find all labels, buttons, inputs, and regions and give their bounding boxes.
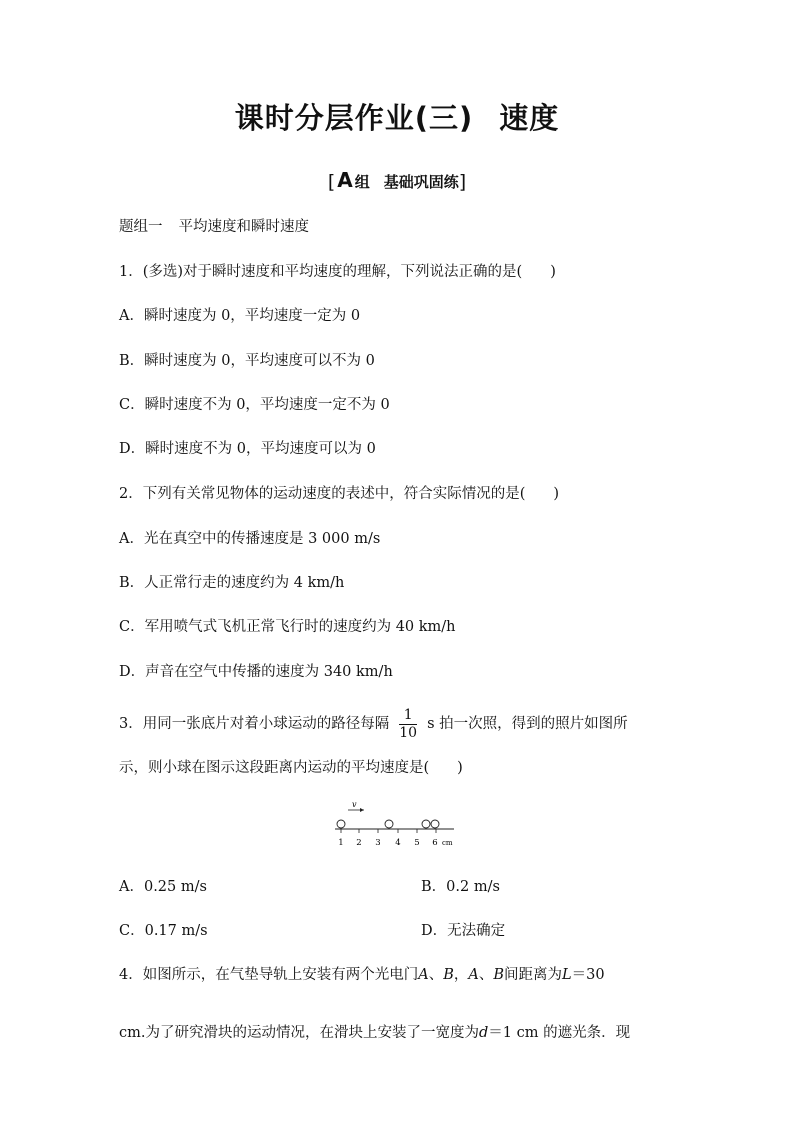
bracket-open: [	[327, 171, 336, 193]
topic-label: 题组一	[119, 219, 163, 235]
velocity-label: v	[352, 800, 357, 809]
q2-stem: 2．下列有关常见物体的运动速度的表述中，符合实际情况的是( )	[119, 486, 560, 502]
tick-label: 2	[356, 838, 362, 848]
fraction: $\frac{1}{10}$	[399, 706, 418, 741]
q3-option-d: D．无法确定	[421, 923, 506, 939]
ball-position	[422, 820, 430, 828]
q3-option-a: A．0.25 m/s	[119, 879, 207, 895]
tick-label: 4	[395, 838, 401, 848]
q2-option-c: C．军用喷气式飞机正常飞行时的速度约为 40 km/h	[119, 619, 456, 635]
page-title	[0, 96, 794, 137]
q2-option-b: B．人正常行走的速度约为 4 km/h	[119, 575, 345, 591]
tick-label: 6	[432, 838, 438, 848]
section-heading	[0, 168, 794, 192]
q3-option-b: B．0.2 m/s	[421, 879, 500, 895]
q4-line1: 4．如图所示，在气垫导轨上安装有两个光电门A、B，A、B间距离为L＝30	[119, 967, 605, 983]
title-sub: 速度	[499, 101, 560, 135]
q4-line2: cm.为了研究滑块的运动情况，在滑块上安装了一宽度为d＝1 cm 的遮光条．现	[119, 1025, 631, 1041]
ball-position	[337, 820, 345, 828]
q2-option-d: D．声音在空气中传播的速度为 340 km/h	[119, 664, 393, 680]
q3-option-c: C．0.17 m/s	[119, 923, 208, 939]
group-label: 组	[354, 173, 370, 191]
topic-text: 平均速度和瞬时速度	[178, 219, 309, 235]
unit-label: cm	[442, 839, 453, 847]
tick-label: 3	[375, 838, 381, 848]
tick-label: 1	[338, 838, 344, 848]
q2-option-a: A．光在真空中的传播速度是 3 000 m/s	[119, 531, 381, 547]
ball-position	[385, 820, 393, 828]
q3-stem-line1: 3．用同一张底片对着小球运动的路径每隔 $\frac{1}{10}$ s 拍一次照，得到的照片如图所	[119, 706, 628, 741]
bracket-close: ]	[458, 171, 467, 193]
section-name: 基础巩固练	[383, 173, 459, 191]
q1-option-c: C．瞬时速度不为 0，平均速度一定不为 0	[119, 397, 390, 413]
group-letter: A	[337, 168, 353, 192]
title-main: 课时分层作业(三)	[234, 101, 474, 135]
q1-option-a: A．瞬时速度为 0，平均速度一定为 0	[119, 308, 361, 324]
ball-position	[431, 820, 439, 828]
q3-stem-line2: 示，则小球在图示这段距离内运动的平均速度是( )	[119, 760, 463, 776]
arrow-head	[360, 808, 364, 812]
q1-stem: 1．(多选)对于瞬时速度和平均速度的理解，下列说法正确的是( )	[119, 264, 556, 280]
q3-stem-rest: s 拍一次照，得到的照片如图所	[427, 716, 628, 732]
q1-option-b: B．瞬时速度为 0，平均速度可以不为 0	[119, 353, 375, 369]
tick-marks	[341, 829, 436, 833]
topic-heading	[119, 217, 309, 237]
photo-diagram	[330, 800, 470, 852]
tick-label: 5	[414, 838, 420, 848]
q1-option-d: D．瞬时速度不为 0，平均速度可以为 0	[119, 441, 376, 457]
